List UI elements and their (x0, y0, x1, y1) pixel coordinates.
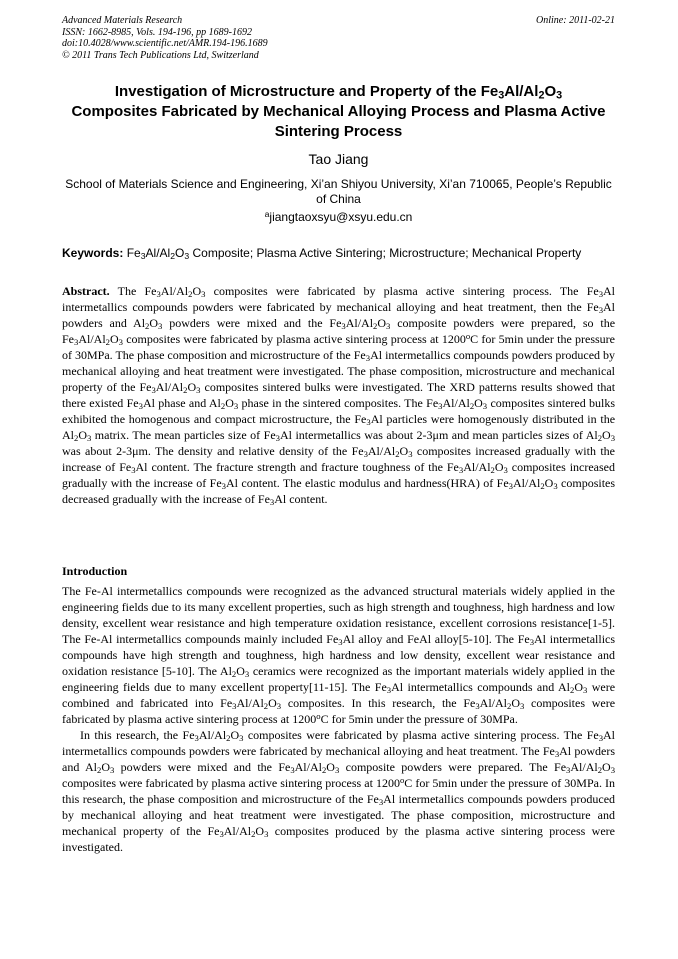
chemical-formula: $Fe_3Al$ (586, 728, 615, 744)
chemical-formula: $Fe_3Al/Al_2O_3$ (126, 246, 190, 262)
journal-header (62, 15, 615, 61)
chemical-formula: $Al_2O_3$ (62, 428, 92, 444)
chemical-formula: $Fe_3Al/Al_2O_3$ (329, 316, 391, 332)
chemical-formula: $Fe_3Al/Al_2O_3$ (278, 760, 340, 776)
chemical-formula: $Fe_3Al$ (374, 680, 404, 696)
author-name: Tao Jiang (308, 151, 369, 167)
chemical-formula: $Fe_3Al/Al_2O_3$ (207, 824, 269, 840)
chemical-formula: $Fe_3Al/Al_2O_3$ (463, 696, 525, 712)
introduction-heading: Introduction (62, 564, 128, 578)
chemical-formula: $Fe_3Al$ (353, 348, 383, 364)
temperature-unit: $^o$C (465, 331, 479, 346)
affiliation: School of Materials Science and Engineering, Xi’an Shiyou University, Xi’an 710065, People’s Republic of China (65, 177, 612, 206)
chemical-formula: $Fe_3Al/Al_2O_3$ (62, 332, 123, 348)
chemical-formula: $Fe_3Al$ (517, 632, 546, 648)
chemical-formula: $Al_2O_3$ (585, 428, 616, 444)
chemical-formula: $Fe_3Al/Al_2O_3$ (554, 760, 615, 776)
chemical-formula: $Fe_3Al/Al_2O_3$ (351, 444, 413, 460)
chemical-formula: $Al_2O_3$ (85, 760, 115, 776)
copyright-line: © 2011 Trans Tech Publications Ltd, Switzerland (62, 49, 259, 61)
chemical-formula: $Al_2O_3$ (558, 680, 588, 696)
chemical-formula: $Fe_3Al/Al_2O_3$ (139, 380, 201, 396)
temperature-unit: $^o$C (316, 711, 329, 726)
chemical-formula: $Fe_3Al/Al_2O_3$ (220, 696, 282, 712)
author-email: $^a$jiangtaoxsyu@xsyu.edu.cn (264, 209, 413, 224)
chemical-formula: $Fe_3Al$ (126, 396, 155, 412)
intro-paragraph-2: In this research, the $Fe_3Al/Al_2O_3$ composites were fabricated by plasma active sintering process. The $Fe_3Al$ intermetallics compounds powders were fabricated by mechanical alloying and heat treatment. The $Fe_3Al$ powders and $Al_2O_3$ powders were mixed and the $Fe_3Al/Al_2O_3$ composite powders were prepared. The $Fe_3Al/Al_2O_3$ composites were fabricated by plasma active sintering process at 1200$^o$C for 5min under the pressure of 30MPa. In this research, the phase composition and microstructure of the $Fe_3Al$ intermetallics compounds powders produced by mechanical alloying and heat treatment were investigated. The phase composition, microstructure and mechanical property of the $Fe_3Al/Al_2O_3$ composites produced by the plasma active sintering process were investigated. (62, 728, 616, 854)
chemical-formula: $Fe_3Al/Al_2O_3$ (144, 284, 206, 300)
chemical-formula: $Fe_3Al/Al_2O_3$ (496, 476, 558, 492)
chemical-formula: $Fe_3Al$ (263, 428, 292, 444)
abstract: Abstract. The $Fe_3Al/Al_2O_3$ composites were fabricated by plasma active sintering process. The $Fe_3Al$ intermetallics compounds powders were fabricated by mechanical alloying and heat treatment, then the $Fe_3Al$ powders and $Al_2O_3$ powders were mixed and the $Fe_3Al/Al_2O_3$ composite powders were prepared, so the $Fe_3Al/Al_2O_3$ composites were fabricated by plasma active sintering process at 1200$^o$C for 5min under the pressure of 30MPa. The phase composition and microstructure of the $Fe_3Al$ intermetallics compounds powders produced by mechanical alloying and heat treatment were investigated. The phase composition, microstructure and mechanical property of the $Fe_3Al/Al_2O_3$ composites sintered bulks were investigated. The XRD patterns results showed that there existed $Fe_3Al$ phase and $Al_2O_3$ phase in the sintered composites. The $Fe_3Al/Al_2O_3$ composites sintered bulks exhibited the homogenous and compact microstructure, the $Fe_3Al$ particles were homogenously distributed in the $Al_2O_3$ matrix. The mean particles size of $Fe_3Al$ intermetallics was about 2-3μm and mean particles sizes of $Al_2O_3$ was about 2-3μm. The density and relative density of the $Fe_3Al/Al_2O_3$ composites increased gradually with the increase of $Fe_3Al$ content. The fracture strength and fracture toughness of the $Fe_3Al/Al_2O_3$ composites increased gradually with the increase of $Fe_3Al$ content. The elastic modulus and hardness(HRA) of $Fe_3Al/Al_2O_3$ composites decreased gradually with the increase of $Fe_3Al$ content. (62, 284, 616, 508)
chemical-formula: $Fe_3Al$ (542, 744, 572, 760)
chemical-formula: $Fe_3Al$ (366, 792, 396, 808)
abstract-label: Abstract. (62, 284, 110, 298)
chemical-formula: $Al_2O_3$ (208, 396, 239, 412)
chemical-formula: $Fe_3Al/Al_2O_3$ (426, 396, 488, 412)
chemical-formula: $Fe_3Al/Al_2O_3$ (182, 728, 244, 744)
chemical-formula: $Fe_3Al$ (586, 284, 616, 300)
intro-paragraph-1: The Fe-Al intermetallics compounds were recognized as the advanced structural materials widely applied in the engineering fields due to its many excellent properties, such as high strength and toughness, high hardness and low density, excellent wear resistance and high temperature oxidation resistance, excellent corrosions resistance[1-5]. The Fe-Al intermetallics compounds mainly included $Fe_3Al$ alloy and FeAl alloy[5-10]. The $Fe_3Al$ intermetallics compounds have high strength and toughness, high hardness and low density, excellent wear resistance and oxidation resistance [5-10]. The $Al_2O_3$ ceramics were recognized as the important materials widely applied in the engineering fields due to many excellent property[11-15]. The $Fe_3Al$ intermetallics compounds and $Al_2O_3$ were combined and fabricated into $Fe_3Al/Al_2O_3$ composites. In this research, the $Fe_3Al/Al_2O_3$ composites were fabricated by plasma active sintering process at 1200$^o$C for 5min under the pressure of 30MPa. (62, 584, 616, 726)
chemical-formula: $Fe_3Al$ (586, 300, 615, 316)
keywords-label: Keywords: (62, 246, 124, 260)
paper-title: Investigation of Microstructure and Property of the $Fe_3Al/Al_2O_3$ Composites Fabricated by Mechanical Alloying Process and Plasma Active Sintering Process (71, 83, 606, 140)
keywords: Keywords: $Fe_3Al/Al_2O_3$ Composite; Plasma Active Sintering; Microstructure; Mechanical Property (62, 246, 582, 262)
temperature-unit: $^o$C (399, 775, 413, 790)
chemical-formula: $Fe_3Al$ (119, 460, 148, 476)
chemical-formula: $Fe_3Al$ (209, 476, 238, 492)
chemical-formula: $Fe_3Al$ (257, 492, 287, 508)
chemical-formula: $Al_2O_3$ (219, 664, 250, 680)
online-date: Online: 2011-02-21 (536, 15, 615, 26)
chemical-formula: $Fe_3Al/Al_2O_3$ (446, 460, 508, 476)
journal-name: Advanced Materials Research (62, 15, 183, 26)
issn-line: ISSN: 1662-8985, Vols. 194-196, pp 1689-1692 (62, 26, 252, 38)
chemical-formula: $Fe_3Al$ (354, 412, 383, 428)
doi-line: doi:10.4028/www.scientific.net/AMR.194-196.1689 (62, 38, 268, 49)
chemical-formula: $Fe_3Al$ (326, 632, 355, 648)
chemical-formula: $Al_2O_3$ (133, 316, 163, 332)
introduction-body (62, 583, 615, 855)
